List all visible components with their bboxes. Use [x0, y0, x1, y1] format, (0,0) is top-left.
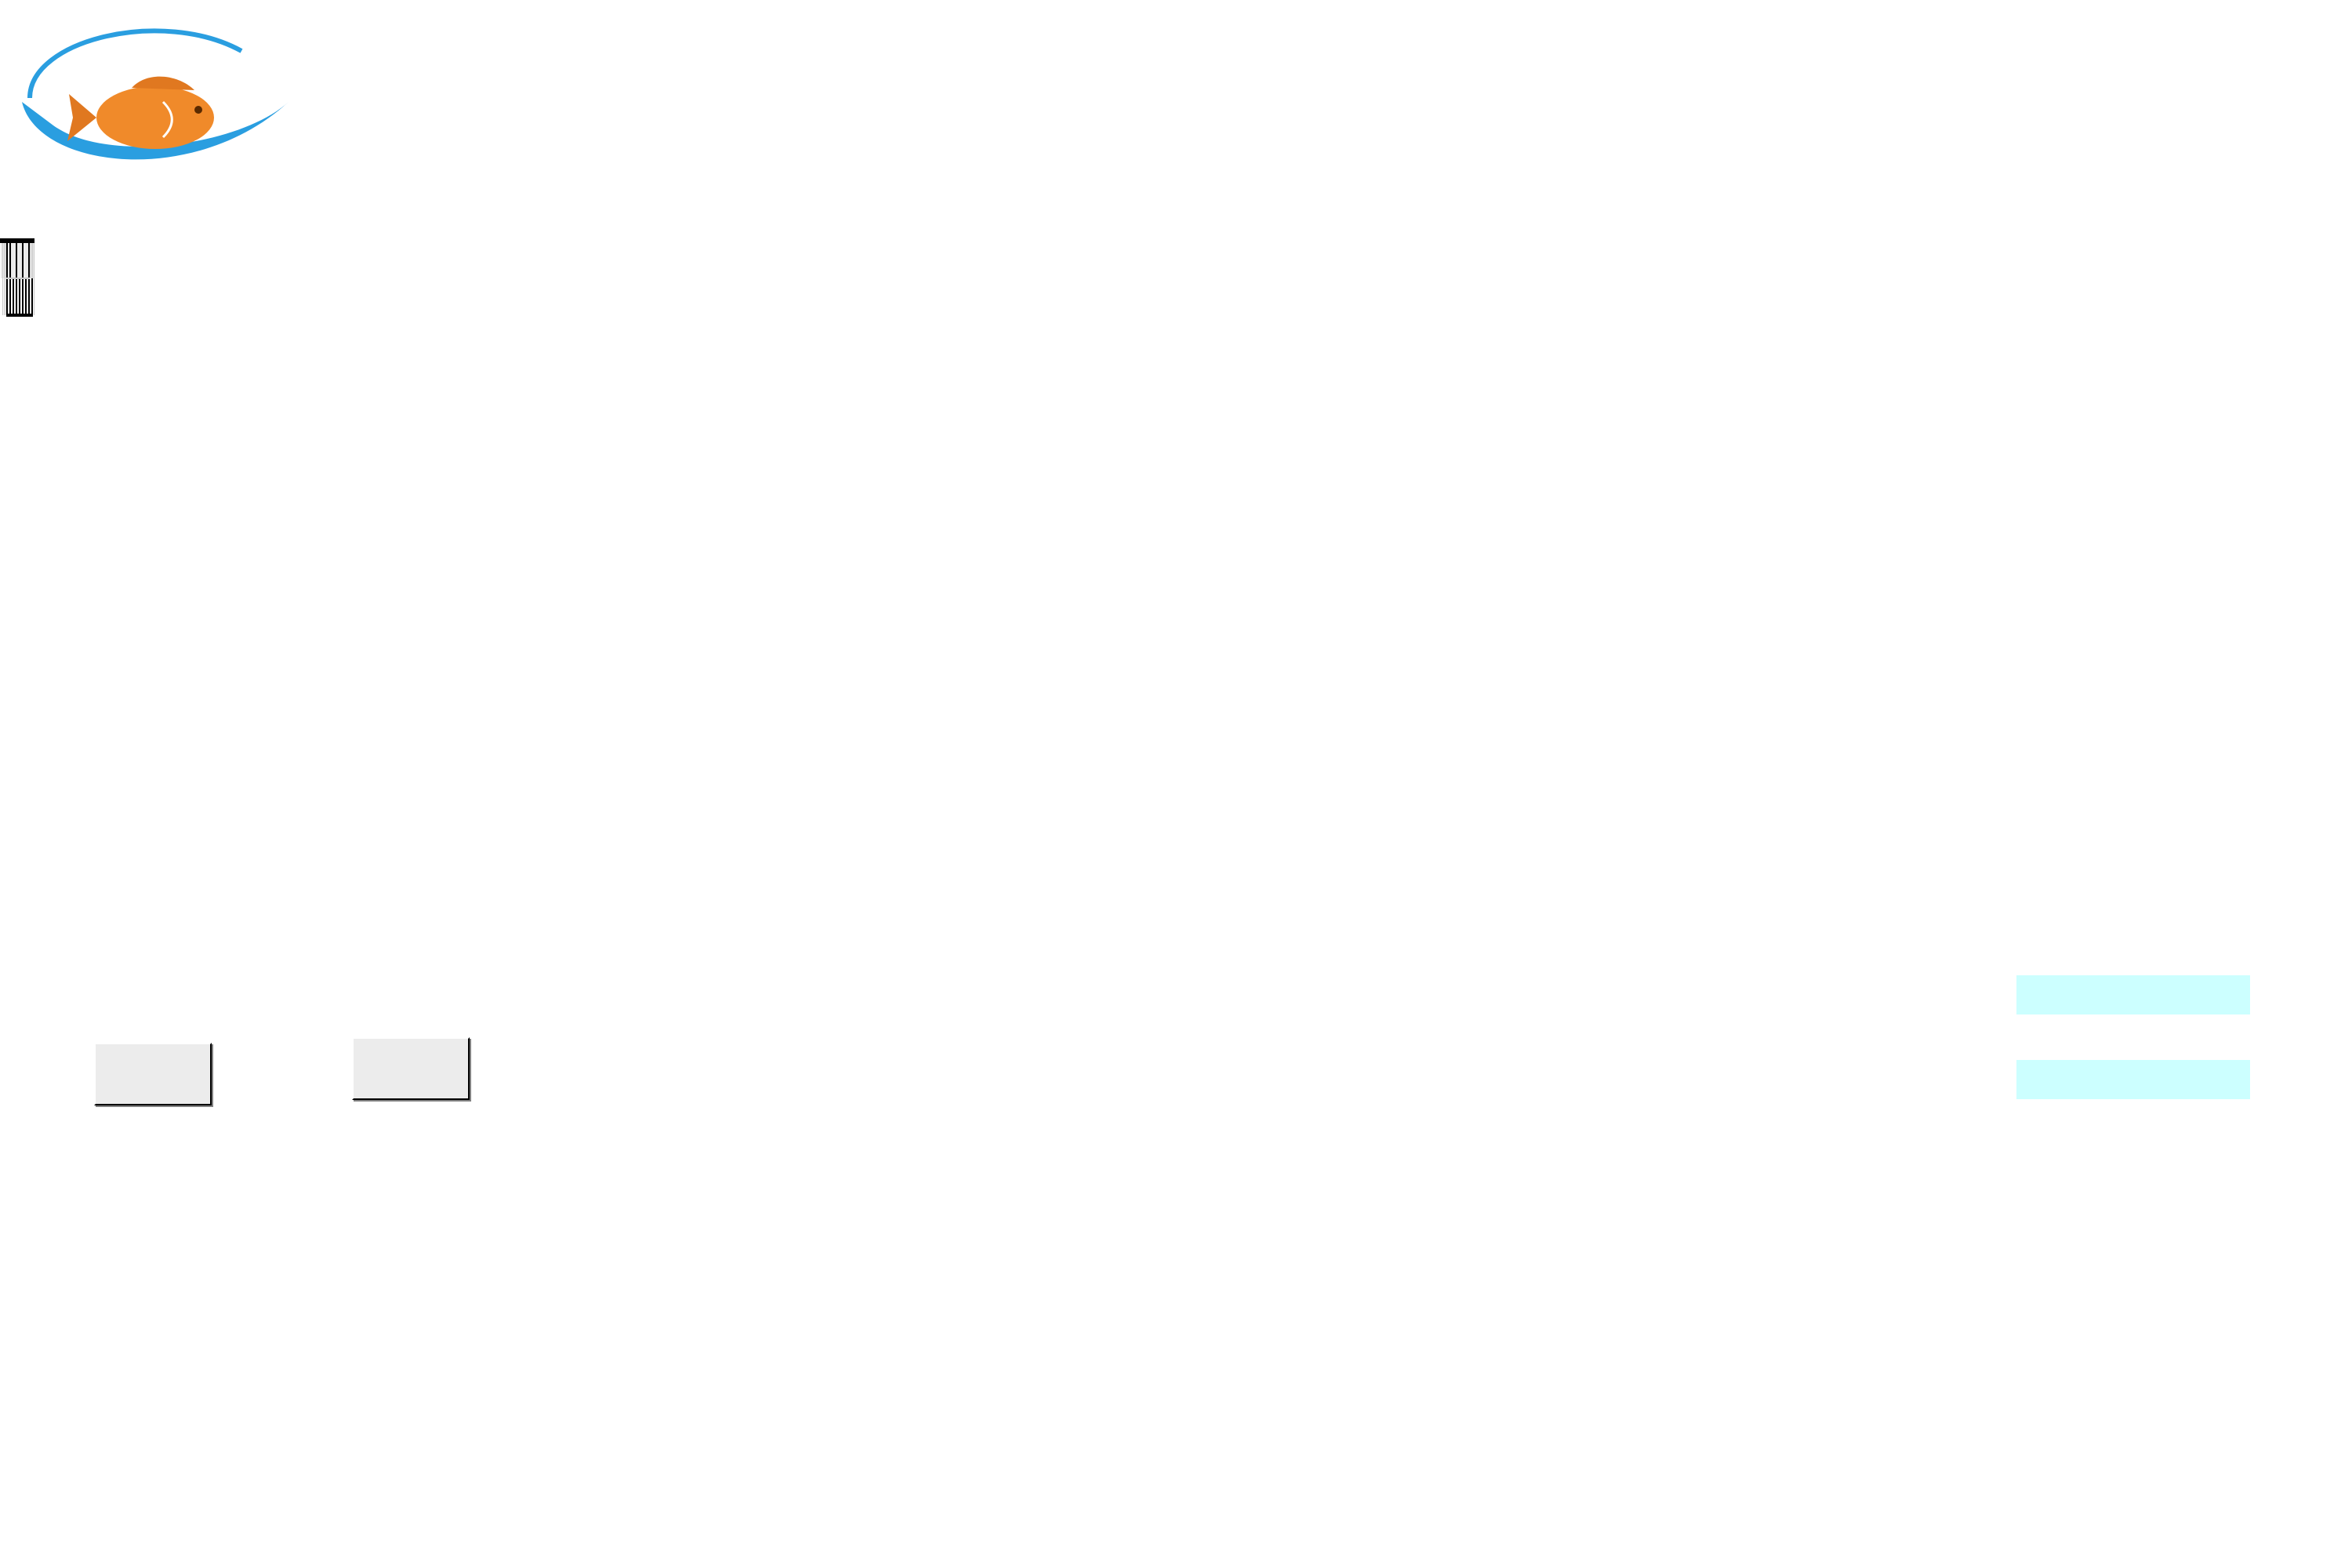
stat-unit: [2139, 975, 2250, 1014]
stat-average-weight: [2016, 975, 2139, 1014]
results-table: [0, 238, 34, 317]
date-header: [16, 242, 23, 278]
date-header: [10, 242, 16, 278]
empty-cell: [32, 278, 34, 315]
stat-unit: [2139, 1018, 2250, 1057]
date-header: [23, 242, 29, 278]
sort-by-places-button[interactable]: [94, 1043, 212, 1105]
stat-total-weight: [2016, 1060, 2139, 1099]
stat-unit: [2139, 1060, 2250, 1099]
carp-fish-icon: [67, 77, 214, 149]
empty-cell: [32, 242, 34, 278]
fslk-logo: [6, 8, 306, 177]
stat-total-count: [2016, 1018, 2139, 1057]
sort-by-sectors-button[interactable]: [352, 1037, 470, 1100]
